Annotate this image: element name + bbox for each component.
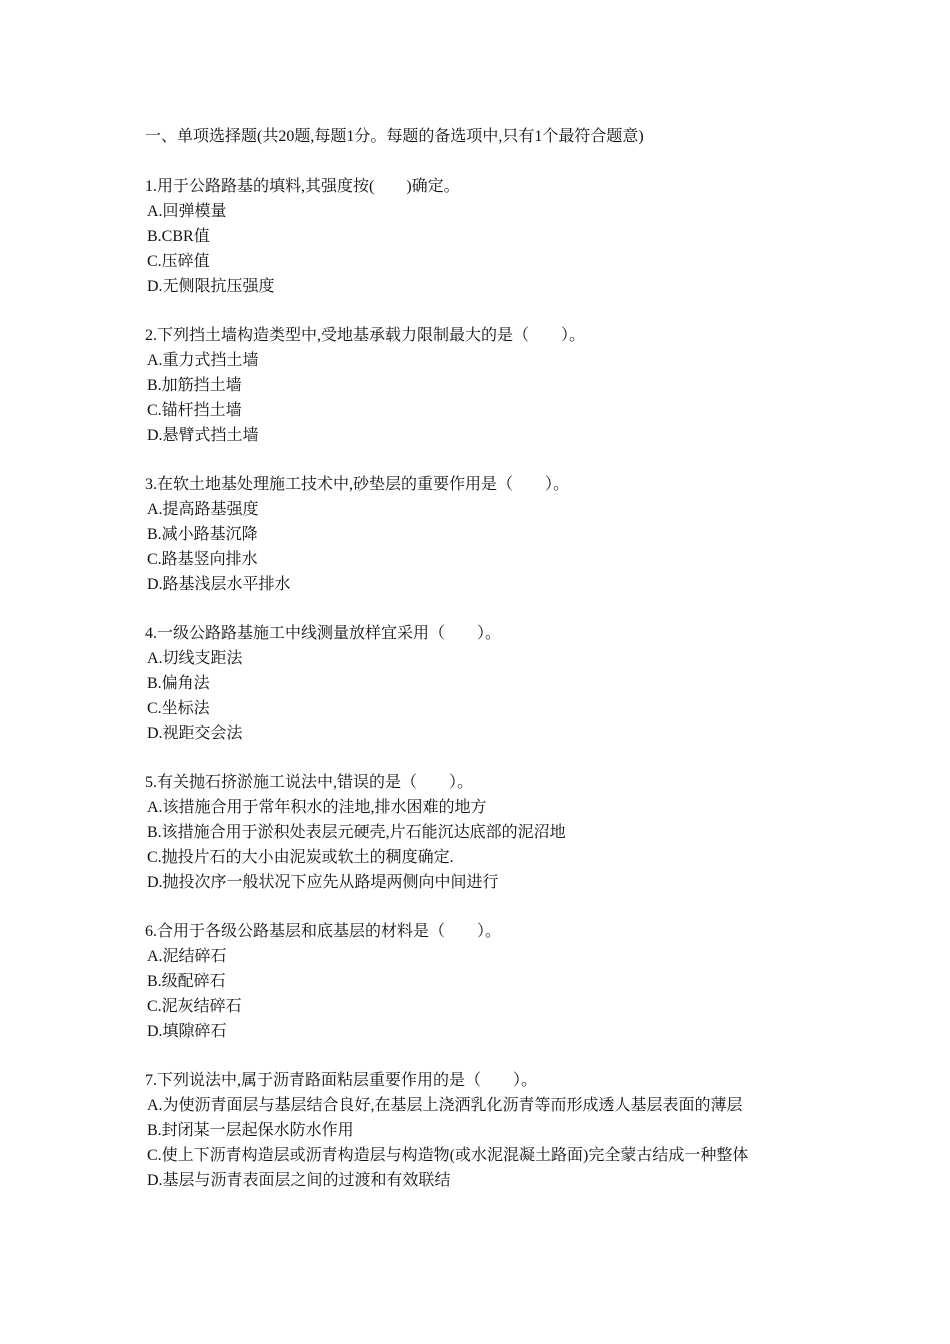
option-a: A.切线支距法 bbox=[147, 650, 243, 667]
question-4 bbox=[145, 621, 845, 746]
option-a: A.重力式挡土墙 bbox=[147, 352, 259, 369]
question-6 bbox=[145, 919, 845, 1044]
option-b: B.封闭某一层起保水防水作用 bbox=[147, 1122, 354, 1139]
option-b: B.加筋挡土墙 bbox=[147, 377, 242, 394]
option-d: D.视距交会法 bbox=[147, 725, 243, 742]
option-d: D.悬臂式挡土墙 bbox=[147, 427, 259, 444]
question-stem: 3.在软土地基处理施工技术中,砂垫层的重要作用是（ ）。 bbox=[145, 476, 570, 493]
option-a: A.为使沥青面层与基层结合良好,在基层上浇洒乳化沥青等而形成透人基层表面的薄层 bbox=[147, 1097, 743, 1114]
option-c: C.使上下沥青构造层或沥青构造层与构造物(或水泥混凝土路面)完全蒙古结成一种整体 bbox=[147, 1147, 749, 1164]
question-2 bbox=[145, 323, 845, 448]
option-b: B.该措施合用于淤积处表层元硬壳,片石能沉达底部的泥沼地 bbox=[147, 824, 566, 841]
option-c: C.路基竖向排水 bbox=[147, 551, 258, 568]
option-d: D.抛投次序一般状况下应先从路堤两侧向中间进行 bbox=[147, 874, 499, 891]
option-d: D.无侧限抗压强度 bbox=[147, 278, 275, 295]
option-c: C.抛投片石的大小由泥炭或软土的稠度确定. bbox=[147, 849, 454, 866]
question-5 bbox=[145, 770, 845, 895]
option-a: A.提高路基强度 bbox=[147, 501, 259, 518]
option-d: D.基层与沥青表面层之间的过渡和有效联结 bbox=[147, 1172, 451, 1189]
question-stem: 7.下列说法中,属于沥青路面粘层重要作用的是（ ）。 bbox=[145, 1072, 538, 1089]
option-a: A.该措施合用于常年积水的洼地,排水困难的地方 bbox=[147, 799, 487, 816]
question-7 bbox=[145, 1068, 845, 1193]
option-c: C.压碎值 bbox=[147, 253, 210, 270]
question-stem: 6.合用于各级公路基层和底基层的材料是（ ）。 bbox=[145, 923, 502, 940]
question-1 bbox=[145, 174, 845, 299]
option-d: D.填隙碎石 bbox=[147, 1023, 227, 1040]
option-b: B.CBR值 bbox=[147, 228, 210, 245]
option-c: C.泥灰结碎石 bbox=[147, 998, 242, 1015]
question-stem: 1.用于公路路基的填料,其强度按( )确定。 bbox=[145, 178, 460, 195]
option-a: A.回弹模量 bbox=[147, 203, 227, 220]
question-stem: 4.一级公路路基施工中线测量放样宜采用（ ）。 bbox=[145, 625, 502, 642]
section-heading: 一、单项选择题(共20题,每题1分。每题的备选项中,只有1个最符合题意) bbox=[145, 128, 644, 145]
option-a: A.泥结碎石 bbox=[147, 948, 227, 965]
option-c: C.坐标法 bbox=[147, 700, 210, 717]
document-content bbox=[145, 124, 845, 1193]
question-stem: 5.有关抛石挤淤施工说法中,错误的是（ ）。 bbox=[145, 774, 474, 791]
option-b: B.偏角法 bbox=[147, 675, 210, 692]
option-c: C.锚杆挡土墙 bbox=[147, 402, 242, 419]
option-d: D.路基浅层水平排水 bbox=[147, 576, 291, 593]
option-b: B.减小路基沉降 bbox=[147, 526, 258, 543]
question-stem: 2.下列挡土墙构造类型中,受地基承载力限制最大的是（ ）。 bbox=[145, 327, 586, 344]
option-b: B.级配碎石 bbox=[147, 973, 226, 990]
question-3 bbox=[145, 472, 845, 597]
